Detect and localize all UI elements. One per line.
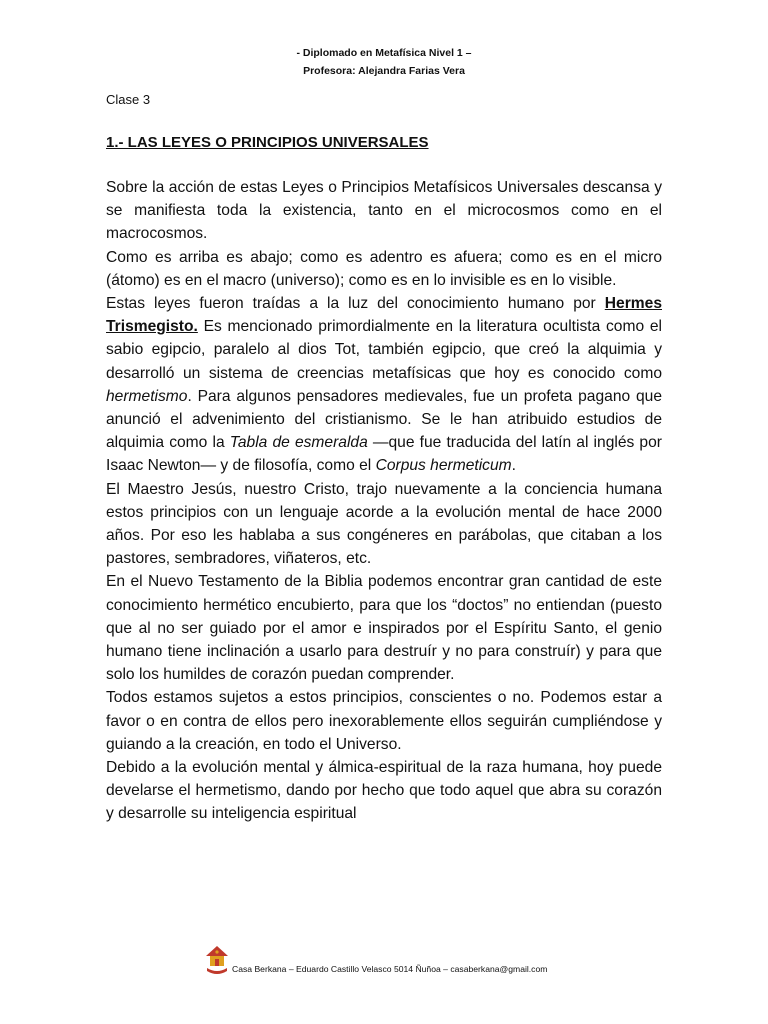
document-footer bbox=[204, 944, 624, 980]
course-title: - Diplomado en Metafísica Nivel 1 – bbox=[296, 47, 472, 59]
paragraph-5: En el Nuevo Testamento de la Biblia podemos encontrar gran cantidad de este conocimiento hermético encubierto, para que los “doctos” no entiendan (puesto que al no ser guiado por el amor e inspirados por el Espíritu Santo, el genio humano tiene inclinación a usarlo para destruír y no para construír) y para que solo los humildes de corazón puedan comprender. bbox=[106, 573, 662, 684]
document-header bbox=[0, 44, 768, 80]
paragraph-1: Sobre la acción de estas Leyes o Principios Metafísicos Universales descansa y se manifiesta toda la existencia, tanto en el microcosmos como en el macrocosmos. bbox=[106, 179, 662, 243]
text-run: —que fue traducida del latín al inglés por Isaac Newton— y de filosofía, como el bbox=[106, 434, 662, 475]
hermes-trismegisto-emphasis: Hermes Trismegisto. bbox=[106, 295, 662, 336]
paragraph-6: Todos estamos sujetos a estos principios, conscientes o no. Podemos estar a favor o en contra de ellos pero inexorablemente ellos seguirán cumpliéndose y guiando a la creación, en todo el Universo. bbox=[106, 689, 662, 753]
casa-berkana-logo-icon bbox=[204, 944, 230, 976]
paragraph-7: Debido a la evolución mental y álmica-espiritual de la raza humana, hoy puede develarse el hermetismo, dando por hecho que todo aquel que abra su corazón y desarrolle su inteligencia espiritual bbox=[106, 759, 662, 823]
italic-term: hermetismo bbox=[106, 387, 188, 405]
class-label: Clase 3 bbox=[106, 92, 151, 107]
text-run: Estas leyes fueron traídas a la luz del conocimiento humano por bbox=[106, 295, 605, 313]
teacher-name: Profesora: Alejandra Farias Vera bbox=[303, 65, 465, 77]
paragraph-4: El Maestro Jesús, nuestro Cristo, trajo nuevamente a la conciencia humana estos principios con un lenguaje acorde a la evolución mental de hace 2000 años. Por eso les hablaba a sus congéneres en parábolas, que citaban a los pastores, sembradores, viñateros, etc. bbox=[106, 480, 662, 568]
text-run: Es mencionado primordialmente en la literatura ocultista como el sabio egipcio, paralelo al dios Tot, también egipcio, que creó la alquimia y desarrolló un sistema de creencias metafísicas que hoy es conocido como bbox=[106, 318, 662, 382]
paragraph-2: Como es arriba es abajo; como es adentro es afuera; como es en el micro (átomo) es en el macro (universo); como es en lo invisible es en lo visible. bbox=[106, 248, 662, 289]
text-run: . Para algunos pensadores medievales, fue un profeta pagano que anunció el advenimiento del cristianismo. Se le han atribuido estudios de alquimia como la bbox=[106, 387, 662, 452]
section-title: 1.- LAS LEYES O PRINCIPIOS UNIVERSALES bbox=[106, 134, 429, 151]
italic-term: Tabla de esmeralda bbox=[229, 434, 368, 452]
text-run: . bbox=[511, 457, 516, 475]
body-text bbox=[106, 176, 662, 826]
footer-text: Casa Berkana – Eduardo Castillo Velasco 5014 Ñuñoa – casaberkana@gmail.com bbox=[232, 964, 548, 974]
paragraph-3 bbox=[106, 292, 662, 478]
italic-term: Corpus hermeticum bbox=[375, 457, 512, 475]
